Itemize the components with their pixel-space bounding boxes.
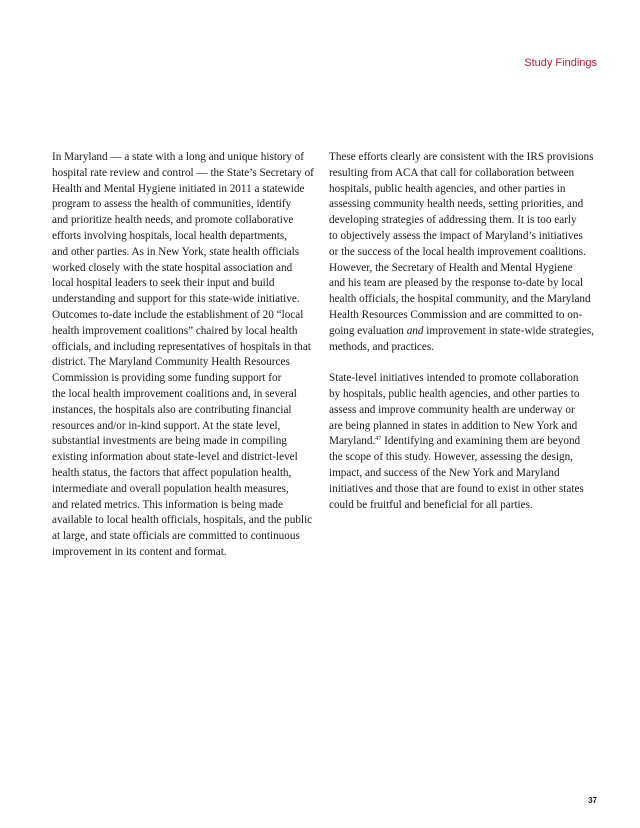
body-text-line: district. The Maryland Community Health Resources bbox=[52, 356, 290, 369]
body-text-line: local hospital leaders to seek their input and build bbox=[52, 277, 275, 290]
body-text-line: substantial investments are being made in compiling bbox=[52, 435, 287, 448]
body-text-line: health officials, the hospital community, and the Maryland bbox=[329, 293, 591, 306]
body-text-line: However, the Secretary of Health and Mental Hygiene bbox=[329, 261, 573, 274]
body-text-line: Commission is providing some funding support for bbox=[52, 372, 282, 385]
body-text-line: hospital rate review and control — the State’s Secretary of bbox=[52, 166, 314, 179]
body-text-line: Outcomes to-date include the establishment of 20 “local bbox=[52, 308, 304, 321]
body-text-line: Health and Mental Hygiene initiated in 2011 a statewide bbox=[52, 182, 305, 195]
left-column bbox=[52, 150, 322, 561]
body-text-line: instances, the hospitals also are contributing financial bbox=[52, 403, 292, 416]
body-text-line: hospitals, public health agencies, and other parties in bbox=[329, 182, 566, 195]
body-text-line: available to local health officials, hospitals, and the public bbox=[52, 514, 313, 527]
page-number: 37 bbox=[588, 796, 597, 805]
body-text-line bbox=[329, 434, 601, 450]
body-text-line: the scope of this study. However, assessing the design, bbox=[329, 451, 573, 464]
body-text-line: to objectively assess the impact of Maryland’s initiatives bbox=[329, 229, 583, 242]
text-run: going evaluation bbox=[329, 324, 407, 337]
body-text-line: worked closely with the state hospital association and bbox=[52, 261, 293, 274]
body-text-line: at large, and state officials are committed to continuous bbox=[52, 530, 300, 543]
body-text-line: by hospitals, public health agencies, and other parties to bbox=[329, 387, 580, 400]
body-text-line: existing information about state-level and district-level bbox=[52, 451, 298, 464]
body-text-line: officials, and including representatives of hospitals in that bbox=[52, 340, 311, 353]
body-text-line: and his team are pleased by the response to-date by local bbox=[329, 277, 584, 290]
body-text-line: impact, and success of the New York and Maryland bbox=[329, 466, 560, 479]
body-text-line: and related metrics. This information is being made bbox=[52, 498, 283, 511]
body-text-line: health improvement coalitions” chaired by local health bbox=[52, 324, 298, 337]
body-text-line: and other parties. As in New York, state health officials bbox=[52, 245, 300, 258]
section-title: Study Findings bbox=[524, 57, 597, 69]
body-text-line: developing strategies of addressing them. It is too early bbox=[329, 214, 577, 227]
body-text-line: These efforts clearly are consistent with the IRS provisions bbox=[329, 151, 594, 163]
body-text-line: efforts involving hospitals, local health departments, bbox=[52, 229, 287, 242]
body-text-line: intermediate and overall population health measures, bbox=[52, 482, 289, 495]
body-text-line: the local health improvement coalitions and, in several bbox=[52, 387, 297, 400]
body-text-line: understanding and support for this state-wide initiative. bbox=[52, 293, 300, 306]
footnote-reference[interactable]: 47 bbox=[375, 436, 382, 443]
body-text-line: and prioritize health needs, and promote collaborative bbox=[52, 214, 294, 227]
body-text-line: In Maryland — a state with a long and unique history of bbox=[52, 151, 304, 163]
body-text-line: resulting from ACA that call for collaboration between bbox=[329, 166, 575, 179]
text-run: improvement in state-wide strategies, bbox=[423, 324, 595, 337]
body-text-line: initiatives and those that are found to exist in other states bbox=[329, 482, 584, 495]
text-run: Maryland. bbox=[329, 435, 376, 448]
body-text-line: or the success of the local health improvement coalitions. bbox=[329, 245, 586, 258]
body-text-line: resources and/or in-kind support. At the state level, bbox=[52, 419, 281, 432]
body-text-line: assessing community health needs, setting priorities, and bbox=[329, 198, 584, 211]
body-text-line: improvement in its content and format. bbox=[52, 545, 227, 558]
paragraph-gap bbox=[329, 355, 601, 371]
body-text-line: health status, the factors that affect population health, bbox=[52, 466, 292, 479]
body-text-line: Health Resources Commission and are committed to on- bbox=[329, 308, 583, 321]
text-run: Identifying and examining them are beyond bbox=[381, 435, 581, 448]
right-column bbox=[329, 150, 601, 513]
body-text-line: methods, and practices. bbox=[329, 340, 435, 353]
body-text-line: are being planned in states in addition to New York and bbox=[329, 419, 578, 432]
emphasis-text: and bbox=[406, 324, 424, 337]
body-text-line: could be fruitful and beneficial for all parties. bbox=[329, 498, 533, 511]
body-text-line: State-level initiatives intended to promote collaboration bbox=[329, 372, 579, 385]
body-text-line: assess and improve community health are underway or bbox=[329, 403, 575, 416]
body-text-line bbox=[329, 324, 601, 340]
body-text-line: program to assess the health of communities, identify bbox=[52, 198, 292, 211]
